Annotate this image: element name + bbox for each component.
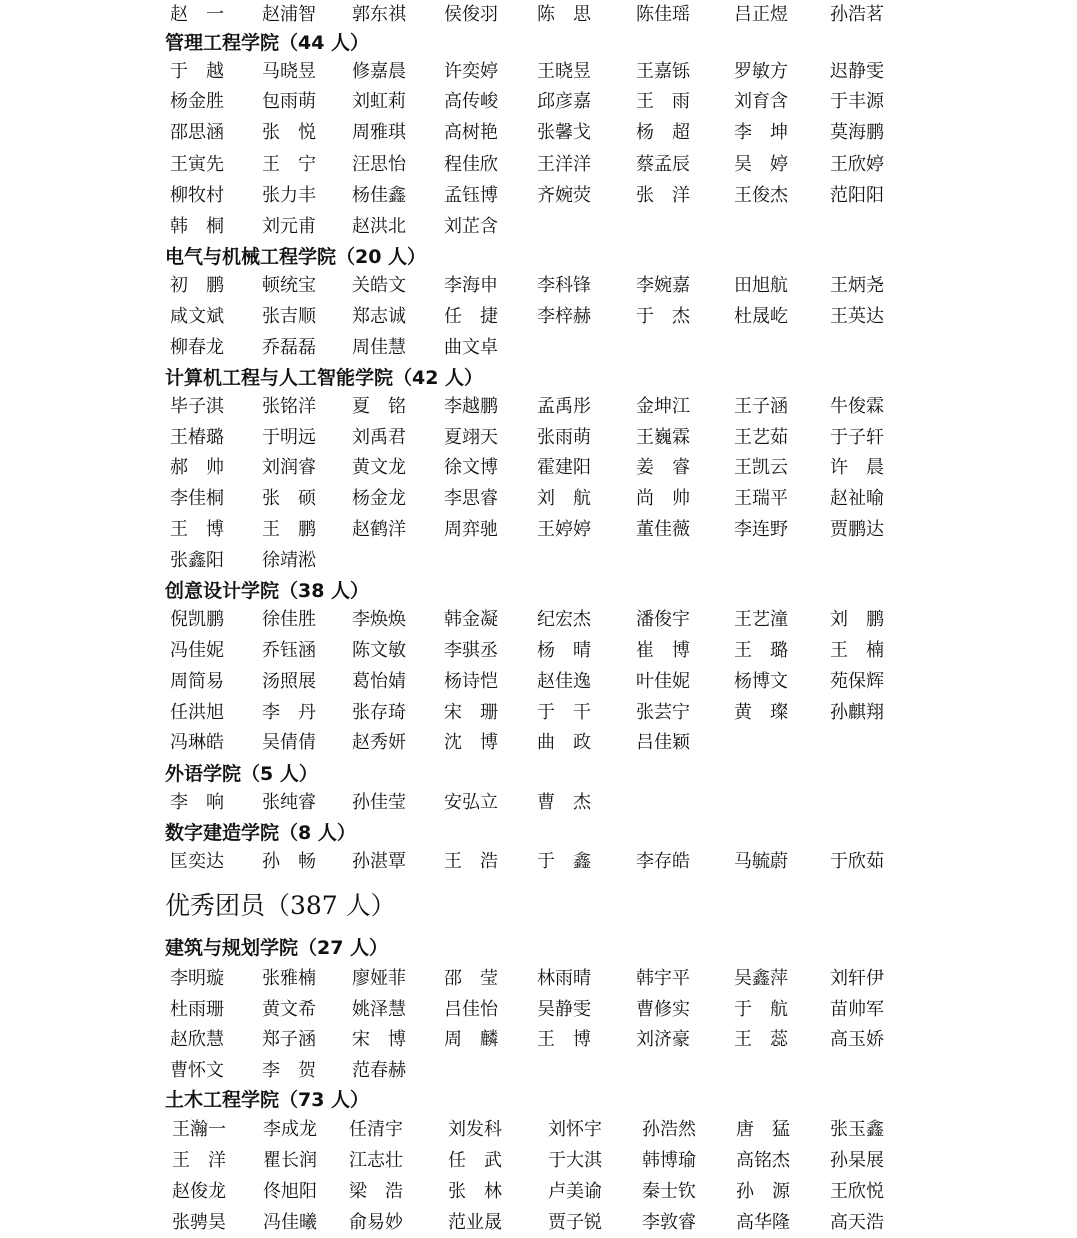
person-name: 杨 晴 — [537, 640, 591, 661]
person-name: 黄文龙 — [352, 457, 406, 478]
person-name: 王欣婷 — [830, 154, 884, 175]
section-heading: 建筑与规划学院（27 人） — [165, 937, 389, 959]
person-name: 杨金龙 — [352, 488, 406, 509]
name-row — [0, 788, 1077, 818]
person-name: 秦士钦 — [642, 1181, 696, 1202]
person-name: 咸文斌 — [170, 306, 224, 327]
person-name: 田旭航 — [734, 275, 788, 296]
person-name: 张吉顺 — [262, 306, 316, 327]
person-name: 金坤江 — [636, 396, 690, 417]
name-row — [0, 453, 1077, 483]
name-row — [0, 57, 1077, 87]
name-row — [0, 150, 1077, 180]
person-name: 赵祉喻 — [830, 488, 884, 509]
person-name: 汤照展 — [262, 671, 316, 692]
person-name: 赵洪北 — [352, 216, 406, 237]
person-name: 苑保辉 — [830, 671, 884, 692]
person-name: 李越鹏 — [444, 396, 498, 417]
person-name: 蔡孟辰 — [636, 154, 690, 175]
person-name: 孙 畅 — [262, 851, 316, 872]
person-name: 刘 鹏 — [830, 609, 884, 630]
person-name: 陈 思 — [537, 4, 591, 25]
person-name: 顿统宝 — [262, 275, 316, 296]
person-name: 贾鹏达 — [830, 519, 884, 540]
person-name: 曹怀文 — [170, 1060, 224, 1081]
person-name: 赵欣慧 — [170, 1029, 224, 1050]
person-name: 刘轩伊 — [830, 968, 884, 989]
person-name: 李科锋 — [537, 275, 591, 296]
person-name: 于丰源 — [830, 91, 884, 112]
person-name: 冯佳曦 — [263, 1212, 317, 1233]
person-name: 吴静雯 — [537, 999, 591, 1020]
person-name: 许 晨 — [830, 457, 884, 478]
person-name: 刘 航 — [537, 488, 591, 509]
person-name: 孙杲展 — [830, 1150, 884, 1171]
person-name: 高玉娇 — [830, 1029, 884, 1050]
name-row — [0, 515, 1077, 545]
person-name: 吴 婷 — [734, 154, 788, 175]
person-name: 高树艳 — [444, 122, 498, 143]
person-name: 曲 政 — [537, 732, 591, 753]
person-name: 宋 博 — [352, 1029, 406, 1050]
name-row — [0, 212, 1077, 242]
person-name: 王寅先 — [170, 154, 224, 175]
person-name: 王 博 — [170, 519, 224, 540]
person-name: 李 贺 — [262, 1060, 316, 1081]
person-name: 江志壮 — [349, 1150, 403, 1171]
person-name: 杨金胜 — [170, 91, 224, 112]
person-name: 霍建阳 — [537, 457, 591, 478]
person-name: 黄文希 — [262, 999, 316, 1020]
person-name: 张纯睿 — [262, 792, 316, 813]
person-name: 王欣悦 — [830, 1181, 884, 1202]
person-name: 周雅琪 — [352, 122, 406, 143]
name-row — [0, 605, 1077, 635]
section-heading: 管理工程学院（44 人） — [165, 32, 370, 54]
person-name: 孙湛覃 — [352, 851, 406, 872]
name-row — [0, 1146, 1077, 1176]
name-row — [0, 847, 1077, 877]
person-name: 王洋洋 — [537, 154, 591, 175]
person-name: 夏翊天 — [444, 427, 498, 448]
person-name: 李思睿 — [444, 488, 498, 509]
person-name: 赵秀妍 — [352, 732, 406, 753]
person-name: 王凯云 — [734, 457, 788, 478]
person-name: 杨 超 — [636, 122, 690, 143]
person-name: 范业晟 — [448, 1212, 502, 1233]
person-name: 王婷婷 — [537, 519, 591, 540]
person-name: 马毓蔚 — [734, 851, 788, 872]
person-name: 黄 璨 — [734, 702, 788, 723]
person-name: 乔钰涵 — [262, 640, 316, 661]
person-name: 邵思涵 — [170, 122, 224, 143]
person-name: 周弈驰 — [444, 519, 498, 540]
person-name: 王英达 — [830, 306, 884, 327]
person-name: 贾子锐 — [548, 1212, 602, 1233]
person-name: 张 悦 — [262, 122, 316, 143]
person-name: 侯俊羽 — [444, 4, 498, 25]
person-name: 李婉嘉 — [636, 275, 690, 296]
person-name: 葛怡婧 — [352, 671, 406, 692]
person-name: 李佳桐 — [170, 488, 224, 509]
person-name: 郝 帅 — [170, 457, 224, 478]
person-name: 夏 铭 — [352, 396, 406, 417]
name-row — [0, 728, 1077, 758]
person-name: 程佳欣 — [444, 154, 498, 175]
name-row — [0, 302, 1077, 332]
person-name: 吕佳颖 — [636, 732, 690, 753]
person-name: 张鑫阳 — [170, 550, 224, 571]
person-name: 孙浩然 — [642, 1119, 696, 1140]
person-name: 范春赫 — [352, 1060, 406, 1081]
person-name: 孙麒翔 — [830, 702, 884, 723]
name-row — [0, 546, 1077, 576]
section-heading: 土木工程学院（73 人） — [165, 1089, 370, 1111]
person-name: 郑子涵 — [262, 1029, 316, 1050]
person-name: 李连野 — [734, 519, 788, 540]
person-name: 潘俊宇 — [636, 609, 690, 630]
name-row — [0, 667, 1077, 697]
person-name: 张雨萌 — [537, 427, 591, 448]
name-row — [0, 964, 1077, 994]
person-name: 瞿长润 — [263, 1150, 317, 1171]
person-name: 冯琳皓 — [170, 732, 224, 753]
person-name: 王 蕊 — [734, 1029, 788, 1050]
person-name: 张玉鑫 — [830, 1119, 884, 1140]
person-name: 赵佳逸 — [537, 671, 591, 692]
name-row — [0, 0, 1077, 30]
person-name: 李存皓 — [636, 851, 690, 872]
person-name: 韩金凝 — [444, 609, 498, 630]
person-name: 刘发科 — [448, 1119, 502, 1140]
person-name: 周简易 — [170, 671, 224, 692]
person-name: 刘元甫 — [262, 216, 316, 237]
person-name: 陈佳瑶 — [636, 4, 690, 25]
person-name: 于 杰 — [636, 306, 690, 327]
person-name: 韩 桐 — [170, 216, 224, 237]
person-name: 刘育含 — [734, 91, 788, 112]
person-name: 杜晟屹 — [734, 306, 788, 327]
person-name: 莫海鹏 — [830, 122, 884, 143]
person-name: 汪思怡 — [352, 154, 406, 175]
person-name: 王炳尧 — [830, 275, 884, 296]
person-name: 周 麟 — [444, 1029, 498, 1050]
person-name: 李梓赫 — [537, 306, 591, 327]
person-name: 张 洋 — [636, 185, 690, 206]
person-name: 沈 博 — [444, 732, 498, 753]
person-name: 崔 博 — [636, 640, 690, 661]
section-heading: 数字建造学院（8 人） — [165, 822, 356, 844]
person-name: 王 楠 — [830, 640, 884, 661]
person-name: 赵俊龙 — [172, 1181, 226, 1202]
person-name: 孙 源 — [736, 1181, 790, 1202]
person-name: 李敦睿 — [642, 1212, 696, 1233]
person-name: 唐 猛 — [736, 1119, 790, 1140]
person-name: 徐文博 — [444, 457, 498, 478]
person-name: 林雨晴 — [537, 968, 591, 989]
person-name: 王 璐 — [734, 640, 788, 661]
person-name: 迟静雯 — [830, 61, 884, 82]
person-name: 刘怀宇 — [548, 1119, 602, 1140]
person-name: 董佳薇 — [636, 519, 690, 540]
person-name: 许奕婷 — [444, 61, 498, 82]
person-name: 周佳慧 — [352, 337, 406, 358]
person-name: 王椿璐 — [170, 427, 224, 448]
person-name: 王 雨 — [636, 91, 690, 112]
name-row — [0, 392, 1077, 422]
person-name: 高华隆 — [736, 1212, 790, 1233]
person-name: 纪宏杰 — [537, 609, 591, 630]
person-name: 杨诗恺 — [444, 671, 498, 692]
person-name: 张雅楠 — [262, 968, 316, 989]
person-name: 于 鑫 — [537, 851, 591, 872]
person-name: 刘禹君 — [352, 427, 406, 448]
person-name: 高天浩 — [830, 1212, 884, 1233]
person-name: 刘芷含 — [444, 216, 498, 237]
person-name: 王瀚一 — [172, 1119, 226, 1140]
section-heading: 电气与机械工程学院（20 人） — [165, 246, 427, 268]
name-row — [0, 423, 1077, 453]
person-name: 乔磊磊 — [262, 337, 316, 358]
person-name: 李海申 — [444, 275, 498, 296]
person-name: 罗敏方 — [734, 61, 788, 82]
person-name: 张骋昊 — [172, 1212, 226, 1233]
person-name: 王 洋 — [172, 1150, 226, 1171]
person-name: 孙浩茗 — [830, 4, 884, 25]
person-name: 张 硕 — [262, 488, 316, 509]
person-name: 李成龙 — [263, 1119, 317, 1140]
name-row — [0, 995, 1077, 1025]
person-name: 尚 帅 — [636, 488, 690, 509]
person-name: 倪凯鹏 — [170, 609, 224, 630]
name-row — [0, 271, 1077, 301]
person-name: 马晓昱 — [262, 61, 316, 82]
person-name: 张馨戈 — [537, 122, 591, 143]
person-name: 赵 一 — [170, 4, 224, 25]
name-row — [0, 484, 1077, 514]
name-row — [0, 1177, 1077, 1207]
name-row — [0, 1208, 1077, 1238]
person-name: 张存琦 — [352, 702, 406, 723]
person-name: 孟钰博 — [444, 185, 498, 206]
person-name: 姜 睿 — [636, 457, 690, 478]
person-name: 高铭杰 — [736, 1150, 790, 1171]
person-name: 王 鹏 — [262, 519, 316, 540]
person-name: 李 坤 — [734, 122, 788, 143]
person-name: 卢美谕 — [548, 1181, 602, 1202]
person-name: 李骐丞 — [444, 640, 498, 661]
person-name: 王嘉铄 — [636, 61, 690, 82]
person-name: 赵浦智 — [262, 4, 316, 25]
person-name: 王晓昱 — [537, 61, 591, 82]
name-row — [0, 636, 1077, 666]
person-name: 俞易妙 — [349, 1212, 403, 1233]
person-name: 张 林 — [448, 1181, 502, 1202]
person-name: 梁 浩 — [349, 1181, 403, 1202]
person-name: 吴鑫萍 — [734, 968, 788, 989]
person-name: 王 博 — [537, 1029, 591, 1050]
person-name: 郑志诚 — [352, 306, 406, 327]
person-name: 王 浩 — [444, 851, 498, 872]
person-name: 张力丰 — [262, 185, 316, 206]
person-name: 廖娅菲 — [352, 968, 406, 989]
person-name: 曲文卓 — [444, 337, 498, 358]
person-name: 包雨萌 — [262, 91, 316, 112]
section-heading: 计算机工程与人工智能学院（42 人） — [165, 367, 484, 389]
person-name: 李 响 — [170, 792, 224, 813]
person-name: 曹 杰 — [537, 792, 591, 813]
person-name: 曹修实 — [636, 999, 690, 1020]
person-name: 冯佳妮 — [170, 640, 224, 661]
person-name: 匡奕达 — [170, 851, 224, 872]
person-name: 王俊杰 — [734, 185, 788, 206]
person-name: 王 宁 — [262, 154, 316, 175]
person-name: 张铭洋 — [262, 396, 316, 417]
person-name: 吴倩倩 — [262, 732, 316, 753]
person-name: 柳春龙 — [170, 337, 224, 358]
person-name: 王艺潼 — [734, 609, 788, 630]
name-row — [0, 698, 1077, 728]
person-name: 宋 珊 — [444, 702, 498, 723]
person-name: 孙佳莹 — [352, 792, 406, 813]
person-name: 徐佳胜 — [262, 609, 316, 630]
person-name: 佟旭阳 — [263, 1181, 317, 1202]
person-name: 刘济豪 — [636, 1029, 690, 1050]
person-name: 邱彦嘉 — [537, 91, 591, 112]
person-name: 于子轩 — [830, 427, 884, 448]
person-name: 徐靖淞 — [262, 550, 316, 571]
name-row — [0, 333, 1077, 363]
person-name: 范阳阳 — [830, 185, 884, 206]
person-name: 安弘立 — [444, 792, 498, 813]
person-name: 刘虹莉 — [352, 91, 406, 112]
person-name: 杨佳鑫 — [352, 185, 406, 206]
person-name: 王瑞平 — [734, 488, 788, 509]
person-name: 任清宇 — [349, 1119, 403, 1140]
person-name: 于 干 — [537, 702, 591, 723]
person-name: 李 丹 — [262, 702, 316, 723]
person-name: 郭东祺 — [352, 4, 406, 25]
person-name: 赵鹤洋 — [352, 519, 406, 540]
name-row — [0, 1115, 1077, 1145]
person-name: 任洪旭 — [170, 702, 224, 723]
person-name: 于欣茹 — [830, 851, 884, 872]
person-name: 修嘉晨 — [352, 61, 406, 82]
section-heading: 外语学院（5 人） — [165, 763, 318, 785]
name-row — [0, 118, 1077, 148]
person-name: 任 捷 — [444, 306, 498, 327]
person-name: 刘润睿 — [262, 457, 316, 478]
person-name: 于大淇 — [548, 1150, 602, 1171]
name-row — [0, 87, 1077, 117]
name-row — [0, 1056, 1077, 1086]
person-name: 王巍霖 — [636, 427, 690, 448]
person-name: 齐婉荧 — [537, 185, 591, 206]
person-name: 张芸宁 — [636, 702, 690, 723]
person-name: 柳牧村 — [170, 185, 224, 206]
person-name: 姚泽慧 — [352, 999, 406, 1020]
person-name: 初 鹏 — [170, 275, 224, 296]
person-name: 于 航 — [734, 999, 788, 1020]
person-name: 关皓文 — [352, 275, 406, 296]
person-name: 高传峻 — [444, 91, 498, 112]
person-name: 牛俊霖 — [830, 396, 884, 417]
person-name: 于 越 — [170, 61, 224, 82]
person-name: 吕正煜 — [734, 4, 788, 25]
name-row — [0, 1025, 1077, 1055]
section-heading: 创意设计学院（38 人） — [165, 580, 370, 602]
person-name: 毕子淇 — [170, 396, 224, 417]
person-name: 杨博文 — [734, 671, 788, 692]
person-name: 王艺茹 — [734, 427, 788, 448]
person-name: 吕佳怡 — [444, 999, 498, 1020]
person-name: 韩宇平 — [636, 968, 690, 989]
person-name: 韩博瑜 — [642, 1150, 696, 1171]
person-name: 李焕焕 — [352, 609, 406, 630]
award-category-title: 优秀团员（387 人） — [165, 891, 396, 920]
person-name: 邵 莹 — [444, 968, 498, 989]
person-name: 任 武 — [448, 1150, 502, 1171]
person-name: 叶佳妮 — [636, 671, 690, 692]
name-row — [0, 181, 1077, 211]
person-name: 王子涵 — [734, 396, 788, 417]
person-name: 于明远 — [262, 427, 316, 448]
person-name: 孟禹彤 — [537, 396, 591, 417]
person-name: 陈文敏 — [352, 640, 406, 661]
person-name: 李明璇 — [170, 968, 224, 989]
person-name: 苗帅军 — [830, 999, 884, 1020]
person-name: 杜雨珊 — [170, 999, 224, 1020]
